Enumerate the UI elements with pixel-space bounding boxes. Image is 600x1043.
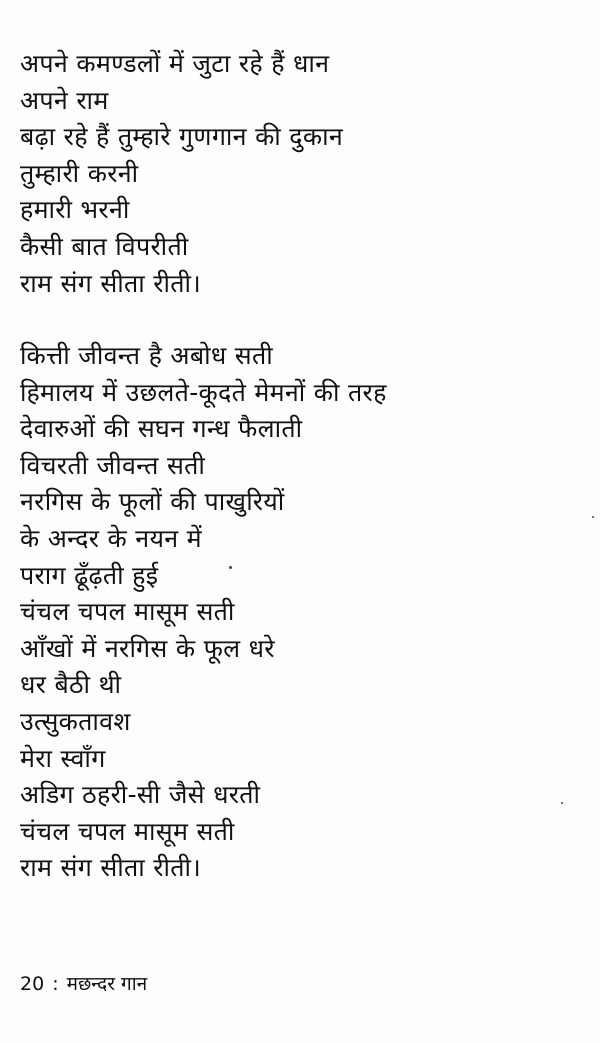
poem-line: देवारुओं की सघन गन्ध फैलाती [20,414,303,444]
poem-line: कैसी बात विपरीती [20,231,189,261]
scan-speck [229,566,232,569]
poem-line: राम संग सीता रीती। [20,853,202,883]
page-footer [20,970,147,998]
poem-line: आँखों में नरगिस के फूल धरे [20,633,275,663]
poem-stanza-1 [20,46,343,302]
book-title: मछन्दर गान [66,973,148,995]
scan-speck [592,516,594,518]
poem-stanza-2 [20,338,387,887]
poem-line: अपने राम [20,85,109,115]
poem-line: पराग ढूँढ़ती हुई [20,560,159,590]
poem-line: उत्सुकतावश [20,706,131,736]
poem-line: चंचल चपल मासूम सती [20,597,235,627]
footer-separator: : [52,973,59,995]
poem-line: मेरा स्वाँग [20,743,106,773]
poem-line: हिमालय में उछलते-कूदते मेमनों की तरह [20,377,387,407]
poem-line: राम संग सीता रीती। [20,268,202,298]
poem-line: बढ़ा रहे हैं तुम्हारे गुणगान की दुकान [20,122,344,152]
poem-line: अपने कमण्डलों में जुटा रहे हैं धान [20,49,330,78]
poem-line: तुम्हारी करनी [20,158,139,188]
poem-line: धर बैठी थी [20,670,122,700]
poem-line: चंचल चपल मासूम सती [20,816,235,846]
poem-line: नरगिस के फूलों की पाखुरियों [20,487,285,517]
poem-line: के अन्दर के नयन में [20,523,202,553]
scan-speck [561,802,563,804]
page-number: 20 [20,973,45,995]
poem-line: अडिग ठहरी-सी जैसे धरती [20,780,261,810]
poem-line: हमारी भरनी [20,195,130,225]
poem-line: कित्ती जीवन्त है अबोध सती [20,341,274,370]
poem-line: विचरती जीवन्त सती [20,450,206,480]
